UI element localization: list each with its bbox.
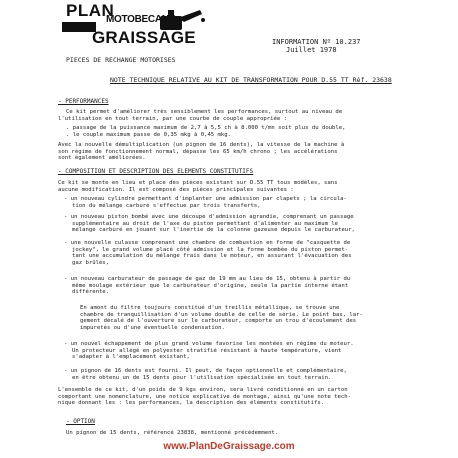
performances-heading: - PERFORMANCES [58,98,109,105]
filter-note [80,305,396,331]
text-line: différente. [72,289,110,296]
watermark-url: www.PlanDeGraissage.com [163,441,295,452]
text-line: impuretés ou d'une éventuelle condensation. [80,324,225,331]
text-line: tant une accumulation du mélange frais dans le moteur, en assurant l'évacuation des [72,253,352,260]
text-line: - un nouveau carburateur de passage de gaz de 19 mm au lieu de 15, obtenu à partir du [64,276,351,282]
plan-graissage-logo [60,0,210,56]
subject-line: PIECES DE RECHANGE MOTORISES [66,56,176,64]
text-line: mélange carburé en jouant sur l'inertie de la colonne gazeuse depuis le carburateur, [72,227,355,234]
text-line: - un nouveau piston bombé avec une découpe d'admission agrandie, comprenant un passage [64,214,354,220]
list-item [64,341,394,361]
text-line: l'utilisation en tout terrain, par une courbe de couple appropriée : [58,115,288,122]
text-line: s'adapter à l'emplacement existant, [72,354,190,361]
text-line: comportant une nomenclature, une notice explicative de montage, ainsi qu'une note tech- [58,393,351,400]
text-line: Avec la nouvelle démultiplication (un pignon de 16 dents), la vitesse de la machine à [58,142,345,148]
option-text: Un pignon de 15 dents, référencé 23838, mentionné précédemment. [66,430,279,436]
logo-line-1: PLAN [66,1,115,20]
text-line: L'ensemble de ce kit, d'un poids de 9 kgs environ, sera livré conditionné en un carton [58,387,348,393]
text-line: sont également améliorées. [58,155,146,162]
list-item [64,196,394,209]
option-heading: - OPTION [66,418,95,425]
list-item [64,276,394,296]
composition-heading: - COMPOSITION ET DESCRIPTION DES ELEMENTS CONSTITUTIFS [58,168,254,175]
text-line: En amont du filtre toujours constitué d'un treillis métallique, se trouve une [80,305,340,311]
text-line: aucune modification. Il est composé des pièces principales suivantes : [58,186,294,193]
text-line: - un pignon de 16 dents est fourni. Il peut, de façon optionnelle et complémentaire, [64,368,347,374]
text-line: Ce kit permet d'améliorer très sensiblement les performances, surtout au niveau de [66,109,343,115]
text-line: supplémentaire au droit de l'axe du piston permettant d'alimenter au maximum le [72,220,339,227]
info-block [272,38,361,54]
info-number: INFORMATION Nº 10.237 [272,38,361,46]
text-line: - une nouvelle culasse comprenant une chambre de combustion en forme de "casquette de [64,240,351,246]
text-line: nique donnant les : les performances, la description des éléments constitutifs. [58,400,325,407]
performances-after [58,142,398,162]
performances-intro [58,109,398,122]
text-line: même moulage extérieur que le carburateur d'origine, seule la partie interne étant [72,282,349,289]
text-line: son régime de fonctionnement normal, dépasse les 65 km/h chrono ; les accélérations [58,148,338,155]
text-line: Ce kit se monte en lieu et place des pièces existant sur D.55 TT tous modèles, sans [58,180,338,186]
list-item: . le couple maximum passe de 0,35 mkg à 0,45 mkg. [66,131,232,138]
text-line: - un nouvel échappement de plus grand volume favorise les montées en régime du moteur. [64,341,354,347]
list-item: . passage de la puissance maximum de 2,7 à 5,5 ch à 8.000 t/mn soit plus du double, [66,125,346,131]
logo-line-2: GRAISSAGE [92,28,196,47]
text-line: Un protecteur allégé en polyester stratifié résistant à haute température, vient [72,347,342,354]
text-line: - un nouveau cylindre permettant d'implanter une admission par clapets ; la circula- [64,196,347,202]
logo-brand: MOTOBECANE [106,14,176,25]
composition-intro [58,180,398,193]
text-line: jockey", le grand volume placé côté admission et la forme bombée du piston permet- [72,246,349,253]
list-item [64,240,394,266]
list-item [64,214,394,234]
list-item [64,368,394,381]
summary-paragraph [58,387,398,407]
text-line: gement décalé de l'ouverture sur le carburateur, comporte un trou d'écoulement des [80,318,357,325]
performances-items [66,125,406,138]
info-date: Juillet 1978 [286,46,337,54]
text-line: tion du mélange carburé s'effectue par trois transferts, [72,202,261,209]
text-line: en être obtenu un de 15 dents pour l'utilisation spécialisée en tout terrain. [72,374,332,381]
text-line: chambre de tranquillisation d'un volume double de celle de série. Le point bas, lar- [80,311,363,318]
document-title: NOTE TECHNIQUE RELATIVE AU KIT DE TRANSFORMATION POUR D.55 TT Réf. 23638 [110,76,392,84]
text-line: gaz brûlés, [72,259,110,266]
